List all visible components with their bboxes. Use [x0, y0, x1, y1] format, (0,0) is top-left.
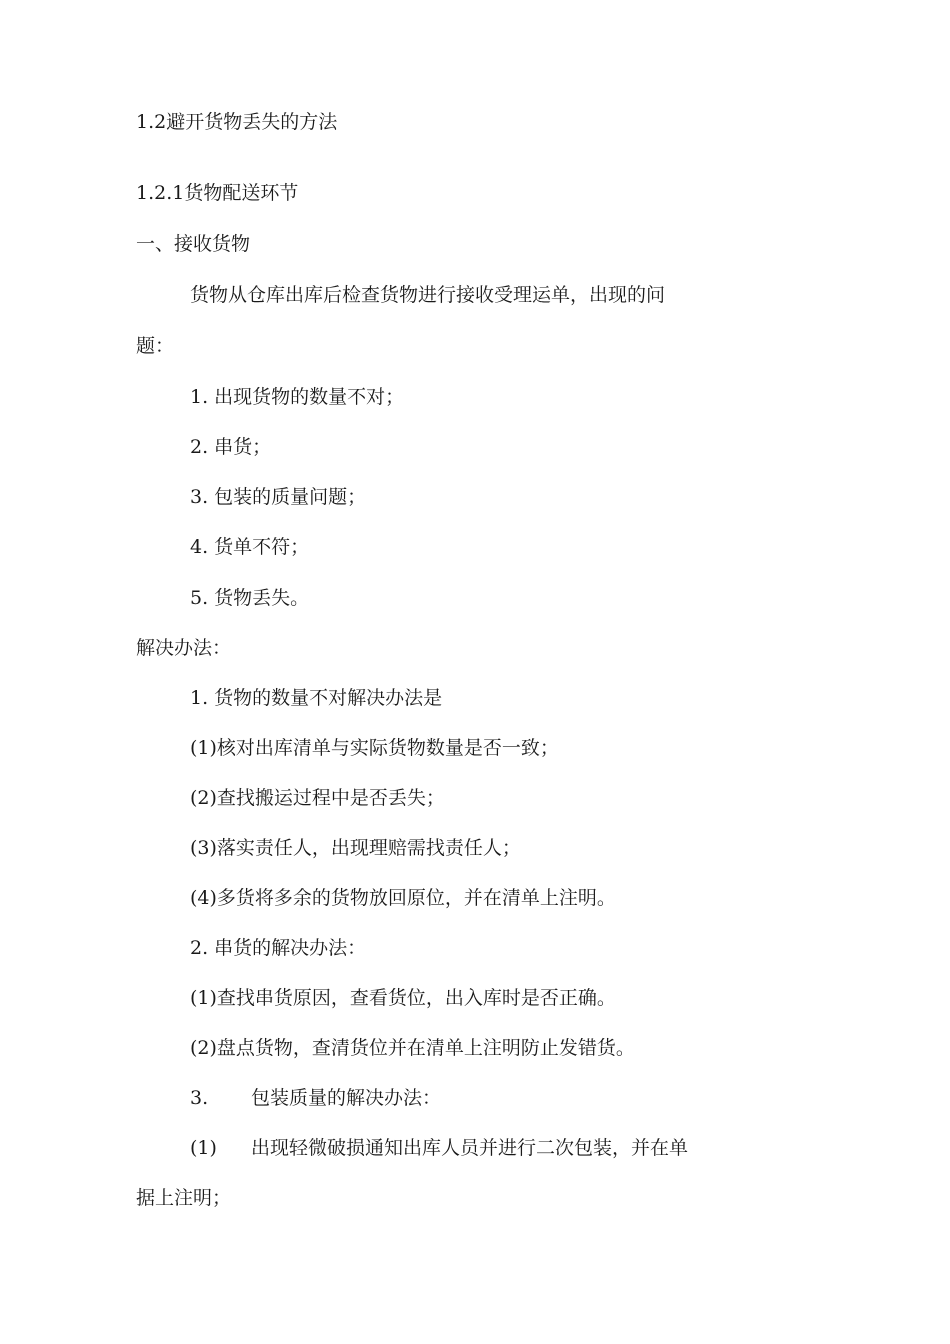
solution-item: (2)盘点货物，查清货位并在清单上注明防止发错货。: [190, 1037, 635, 1059]
solution-number: 3.: [190, 1087, 209, 1109]
intro-paragraph-line: 货物从仓库出库后检查货物进行接收受理运单，出现的问: [190, 284, 666, 306]
heading-receive-goods: 一、接收货物: [136, 233, 251, 255]
solution-title: 1. 货物的数量不对解决办法是: [190, 687, 443, 709]
problem-item: 2. 串货；: [190, 436, 272, 458]
solution-title: 2. 串货的解决办法：: [190, 937, 367, 959]
problem-item: 4. 货单不符；: [190, 536, 310, 558]
intro-paragraph-line: 题：: [136, 335, 175, 357]
solution-item: (4)多货将多余的货物放回原位，并在清单上注明。: [190, 887, 616, 909]
solution-item: 出现轻微破损通知出库人员并进行二次包装，并在单: [251, 1137, 689, 1159]
solution-item: (2)查找搬运过程中是否丢失；: [190, 787, 445, 809]
solution-item: (1)查找串货原因，查看货位，出入库时是否正确。: [190, 987, 616, 1009]
section-title: 1.2避开货物丢失的方法: [136, 111, 338, 133]
solution-item-number: (1): [190, 1137, 217, 1159]
problem-item: 5. 货物丢失。: [190, 587, 310, 609]
problem-item: 3. 包装的质量问题；: [190, 486, 367, 508]
solutions-label: 解决办法：: [136, 637, 232, 659]
solution-item: (1)核对出库清单与实际货物数量是否一致；: [190, 737, 559, 759]
solution-item: 据上注明；: [136, 1187, 232, 1209]
solution-item: (3)落实责任人，出现理赔需找责任人；: [190, 837, 521, 859]
solution-title: 包装质量的解决办法：: [251, 1087, 442, 1109]
problem-item: 1. 出现货物的数量不对；: [190, 386, 405, 408]
subsection-title: 1.2.1货物配送环节: [136, 182, 299, 204]
